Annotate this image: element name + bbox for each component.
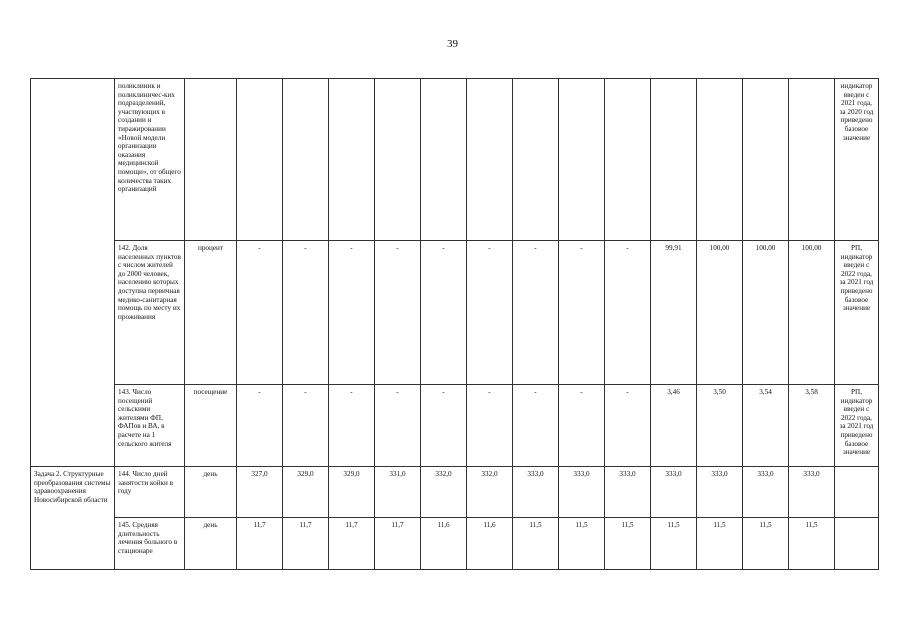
note-cell: РП, индикатор введен с 2022 года, за 2021 год приведено базовое значение xyxy=(835,385,879,467)
value-cell: 11,5 xyxy=(605,518,651,570)
value-cell: 329,0 xyxy=(283,467,329,518)
value-cell xyxy=(697,79,743,241)
indicator-name-cell: 143. Число посещений сельскими жителями ФП, ФАПов и ВА, в расчете на 1 сельского жителя xyxy=(115,385,185,467)
value-cell: - xyxy=(283,385,329,467)
value-cell: 11,7 xyxy=(283,518,329,570)
value-cell: - xyxy=(467,385,513,467)
value-cell: - xyxy=(283,241,329,385)
note-cell xyxy=(835,518,879,570)
value-cell: - xyxy=(559,385,605,467)
task-cell: Задача 2. Структурные преобразования системы здравоохранения Новосибирской области xyxy=(31,467,115,570)
unit-cell: день xyxy=(185,518,237,570)
value-cell: 11,5 xyxy=(559,518,605,570)
value-cell: - xyxy=(559,241,605,385)
value-cell xyxy=(513,79,559,241)
value-cell: 333,0 xyxy=(513,467,559,518)
value-cell xyxy=(467,79,513,241)
value-cell xyxy=(421,79,467,241)
value-cell: 332,0 xyxy=(421,467,467,518)
indicator-name-cell: поликлиник и поликлиничес-ких подразделений, участвующих в создании и тиражировании «Новой модели организации оказания медицинской помощи», от общего количества таких организаций xyxy=(115,79,185,241)
value-cell: 11,6 xyxy=(467,518,513,570)
unit-cell xyxy=(185,79,237,241)
table-row xyxy=(31,518,879,570)
value-cell xyxy=(605,79,651,241)
page-number: 39 xyxy=(447,38,458,50)
unit-cell: посещение xyxy=(185,385,237,467)
value-cell: 332,0 xyxy=(467,467,513,518)
value-cell: 333,0 xyxy=(605,467,651,518)
value-cell xyxy=(375,79,421,241)
note-cell: индикатор введен с 2021 года, за 2020 год приведено базовое значение xyxy=(835,79,879,241)
unit-cell: день xyxy=(185,467,237,518)
value-cell: 11,5 xyxy=(651,518,697,570)
value-cell: 11,5 xyxy=(513,518,559,570)
value-cell xyxy=(651,79,697,241)
value-cell: - xyxy=(329,241,375,385)
table-row xyxy=(31,467,879,518)
value-cell: 3,58 xyxy=(789,385,835,467)
indicators-table xyxy=(30,78,879,570)
value-cell: 331,0 xyxy=(375,467,421,518)
value-cell: - xyxy=(513,241,559,385)
value-cell: 100,00 xyxy=(743,241,789,385)
value-cell: 3,54 xyxy=(743,385,789,467)
value-cell: - xyxy=(329,385,375,467)
indicator-name-cell: 144. Число дней занятости койки в году xyxy=(115,467,185,518)
task-cell xyxy=(31,79,115,467)
value-cell: - xyxy=(513,385,559,467)
value-cell: - xyxy=(467,241,513,385)
note-cell xyxy=(835,467,879,518)
value-cell: 333,0 xyxy=(789,467,835,518)
value-cell xyxy=(789,79,835,241)
value-cell: 11,7 xyxy=(237,518,283,570)
value-cell: - xyxy=(375,385,421,467)
value-cell: - xyxy=(375,241,421,385)
value-cell: 100,00 xyxy=(697,241,743,385)
value-cell: - xyxy=(421,385,467,467)
value-cell: 3,50 xyxy=(697,385,743,467)
value-cell xyxy=(283,79,329,241)
value-cell: 333,0 xyxy=(697,467,743,518)
unit-cell: процент xyxy=(185,241,237,385)
value-cell: 11,5 xyxy=(697,518,743,570)
table-row xyxy=(31,79,879,241)
value-cell: - xyxy=(237,241,283,385)
value-cell: 11,7 xyxy=(329,518,375,570)
value-cell: 333,0 xyxy=(651,467,697,518)
indicator-name-cell: 145. Средняя длительность лечения больного в стационаре xyxy=(115,518,185,570)
value-cell: - xyxy=(237,385,283,467)
note-cell: РП, индикатор введен с 2022 года, за 2021 год приведено базовое значение xyxy=(835,241,879,385)
table-row xyxy=(31,241,879,385)
indicator-name-cell: 142. Доля населенных пунктов с числом жителей до 2000 человек, населению которых доступна первичная медико-санитарная помощь по месту их проживания xyxy=(115,241,185,385)
value-cell: 329,0 xyxy=(329,467,375,518)
value-cell: 333,0 xyxy=(559,467,605,518)
value-cell xyxy=(743,79,789,241)
value-cell: - xyxy=(421,241,467,385)
value-cell xyxy=(559,79,605,241)
value-cell: 11,7 xyxy=(375,518,421,570)
value-cell: 333,0 xyxy=(743,467,789,518)
value-cell: - xyxy=(605,385,651,467)
value-cell xyxy=(329,79,375,241)
value-cell: 3,46 xyxy=(651,385,697,467)
value-cell xyxy=(237,79,283,241)
value-cell: 11,5 xyxy=(789,518,835,570)
value-cell: 99,91 xyxy=(651,241,697,385)
value-cell: 100,00 xyxy=(789,241,835,385)
table-row xyxy=(31,385,879,467)
value-cell: 327,0 xyxy=(237,467,283,518)
value-cell: 11,6 xyxy=(421,518,467,570)
value-cell: 11,5 xyxy=(743,518,789,570)
value-cell: - xyxy=(605,241,651,385)
